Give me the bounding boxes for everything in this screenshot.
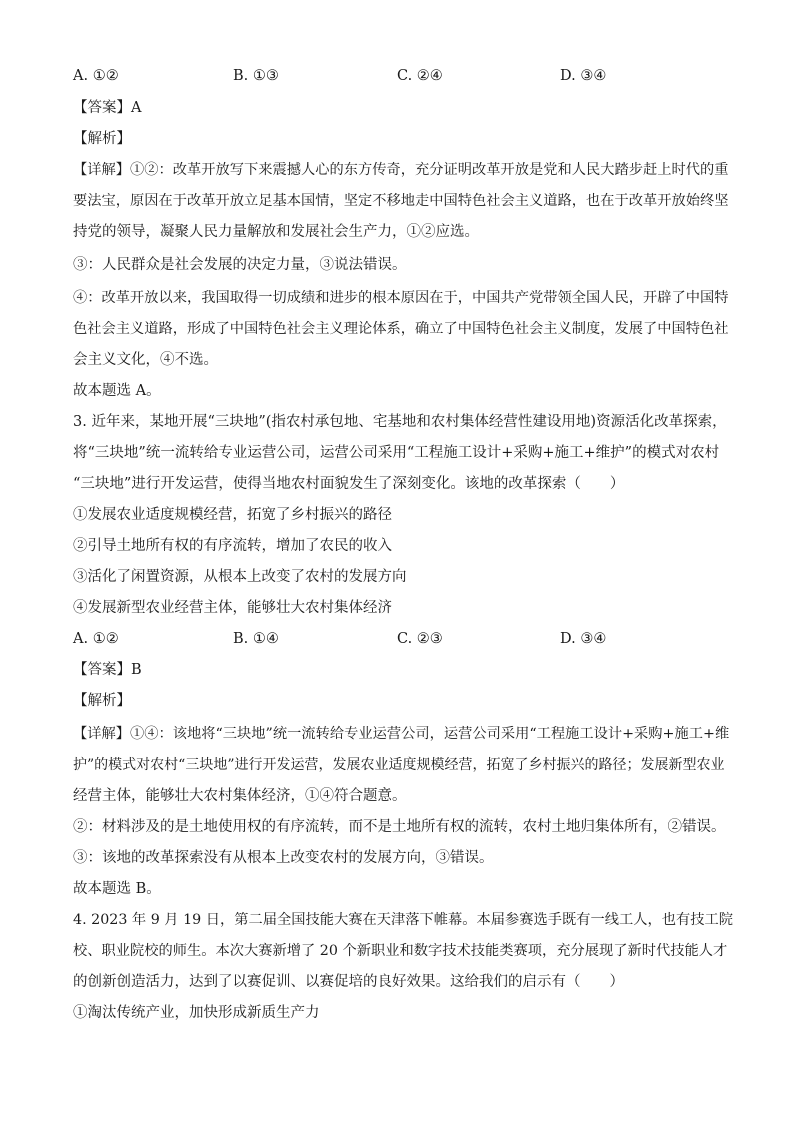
q3-statement-1: ①发展农业适度规模经营，拓宽了乡村振兴的路径 xyxy=(73,507,392,523)
q2-detail-line-1 xyxy=(73,160,734,180)
q4-statement-1: ①淘汰传统产业，加快形成新质生产力 xyxy=(73,1005,320,1021)
q2-answer-tag: 【答案】 xyxy=(73,100,131,116)
q2-detail-line-3: 持党的领导，凝聚人民力量解放和发展社会生产力，①②应选。 xyxy=(73,224,479,240)
q2-option-c: C. ②④ xyxy=(397,68,443,84)
q3-stem-2: 将“三块地”统一流转给专业运营公司，运营公司采用“工程施工设计+采购+施工+维护”的模式对农村 xyxy=(73,445,720,461)
q3-answer-tag: 【答案】 xyxy=(73,662,131,678)
q2-option-b: B. ①③ xyxy=(233,68,279,84)
q3-detail-line-3: 经营主体，能够壮大农村集体经济，①④符合题意。 xyxy=(73,788,407,804)
q2-conclusion: 故本题选 A。 xyxy=(73,383,161,399)
q3-stem-1: 3. 近年来，某地开展“三块地”(指农村承包地、宅基地和农村集体经营性建设用地)资源活化改革探索， xyxy=(73,414,727,430)
q2-analysis-tag: 【解析】 xyxy=(73,131,131,147)
q2-answer-value: A xyxy=(131,100,142,116)
q3-option-b: B. ①④ xyxy=(233,631,279,647)
q2-option-d: D. ③④ xyxy=(560,68,607,84)
q3-detail-tag: 【详解】 xyxy=(73,726,131,742)
q3-answer-value: B xyxy=(131,662,142,678)
q3-statement-4: ④发展新型农业经营主体，能够壮大农村集体经济 xyxy=(73,600,392,616)
q3-statement-3-analysis: ③：该地的改革探索没有从根本上改变农村的发展方向，③错误。 xyxy=(73,850,494,866)
q3-detail-line-1 xyxy=(73,724,734,744)
q2-answer xyxy=(73,98,734,118)
q2-option-a: A. ①② xyxy=(73,68,119,84)
q3-detail-line-2: 护”的模式对农村“三块地”进行开发运营，发展农业适度规模经营，拓宽了乡村振兴的路径；发展新型农业 xyxy=(73,757,725,773)
q2-detail-line-2: 要法宝，原因在于改革开放立足基本国情，坚定不移地走中国特色社会主义道路，也在于改革开放始终坚 xyxy=(73,193,729,209)
q3-conclusion: 故本题选 B。 xyxy=(73,881,161,897)
q4-stem-2: 校、职业院校的师生。本次大赛新增了 20 个新职业和数字技术技能类赛项，充分展现了新时代技能人才 xyxy=(73,943,728,959)
q2-detail-tag: 【详解】 xyxy=(73,162,131,178)
q2-statement-4-analysis-2: 色社会主义道路，形成了中国特色社会主义理论体系，确立了中国特色社会主义制度，发展了中国特色社 xyxy=(73,321,729,337)
q3-detail-text-1: ①④：该地将“三块地”统一流转给专业运营公司，运营公司采用“工程施工设计+采购+施工+维 xyxy=(130,726,730,742)
q3-option-a: A. ①② xyxy=(73,631,119,647)
q3-answer xyxy=(73,660,734,680)
q3-statement-2-analysis: ②：材料涉及的是土地使用权的有序流转，而不是土地所有权的流转，农村土地归集体所有，②错误。 xyxy=(73,819,726,835)
q3-option-c: C. ②③ xyxy=(397,631,443,647)
q2-statement-4-analysis-1: ④：改革开放以来，我国取得一切成绩和进步的根本原因在于，中国共产党带领全国人民，开辟了中国特 xyxy=(73,290,729,306)
q2-statement-4-analysis-3: 会主义文化，④不选。 xyxy=(73,352,218,368)
q2-detail-text-1: ①②：改革开放写下来震撼人心的东方传奇，充分证明改革开放是党和人民大踏步赶上时代的重 xyxy=(130,162,729,178)
q4-stem-3: 的创新创造活力，达到了以赛促训、以赛促培的良好效果。这给我们的启示有（ ） xyxy=(73,974,624,990)
q3-analysis-tag: 【解析】 xyxy=(73,693,131,709)
q3-option-d: D. ③④ xyxy=(560,631,607,647)
q4-stem-1: 4. 2023 年 9 月 19 日，第二届全国技能大赛在天津落下帷幕。本届参赛选手既有一线工人，也有技工院 xyxy=(73,912,733,928)
q3-statement-2: ②引导土地所有权的有序流转，增加了农民的收入 xyxy=(73,538,392,554)
q3-statement-3: ③活化了闲置资源，从根本上改变了农村的发展方向 xyxy=(73,569,407,585)
q2-statement-3-analysis: ③：人民群众是社会发展的决定力量，③说法错误。 xyxy=(73,257,407,273)
q3-stem-3: “三块地”进行开发运营，使得当地农村面貌发生了深刻变化。该地的改革探索（ ） xyxy=(73,476,625,492)
